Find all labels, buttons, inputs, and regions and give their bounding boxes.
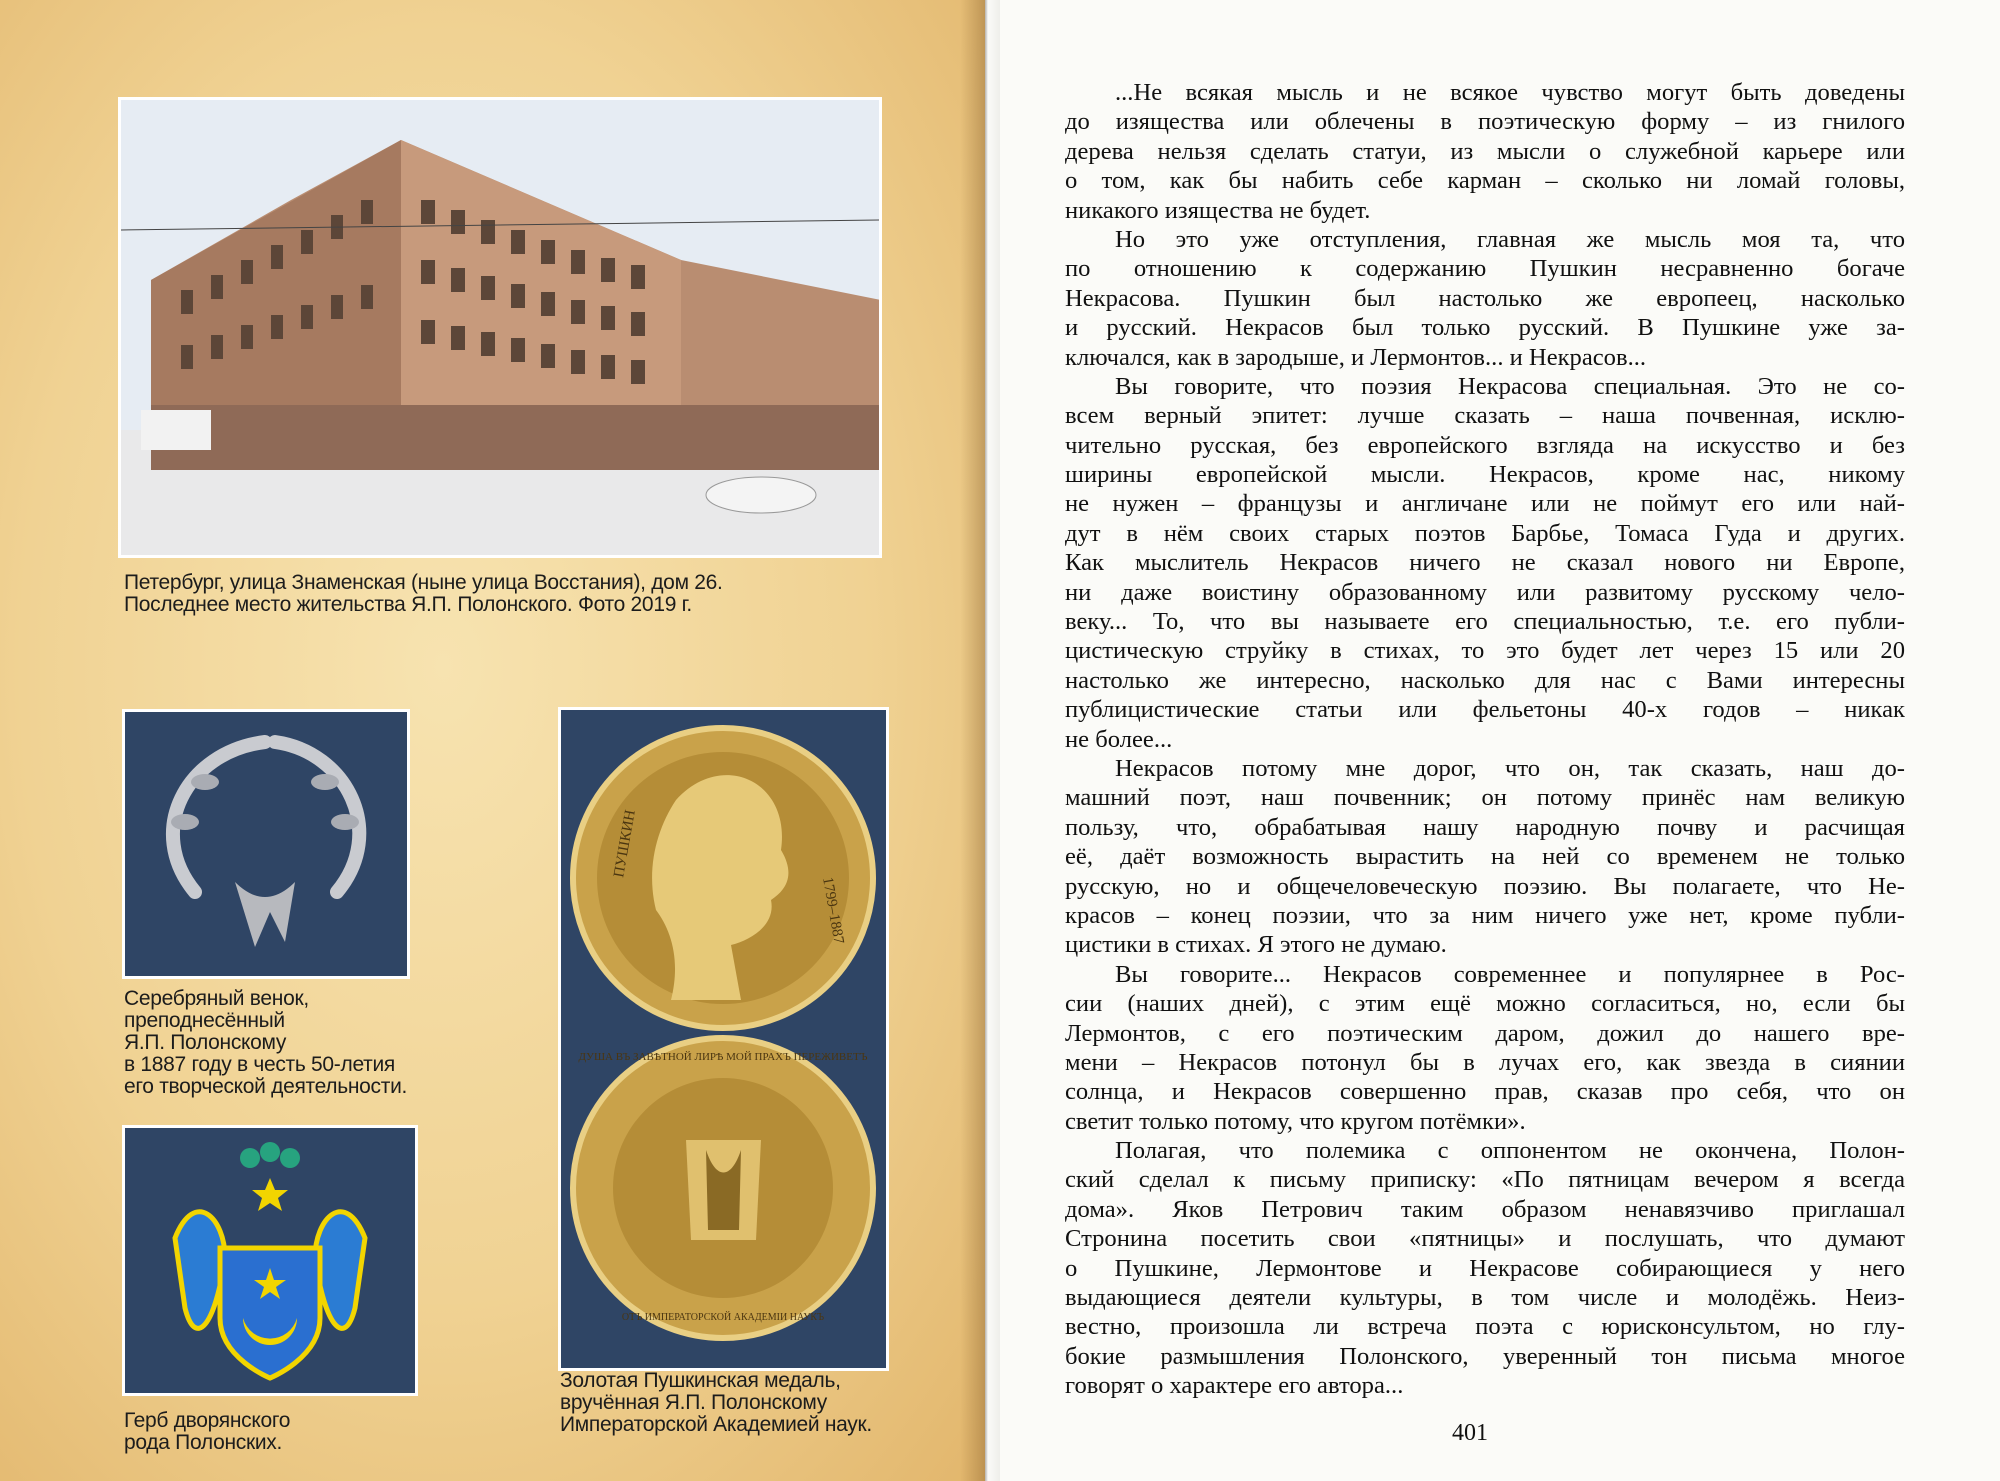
caption-line: Герб дворянского xyxy=(124,1409,291,1432)
text-line: красов – конец поэзии, что за ним ничего уже нет, кроме публи- xyxy=(1065,901,1905,929)
caption-line: Последнее место жительства Я.П. Полонского. Фото 2019 г. xyxy=(124,593,692,616)
book-gutter xyxy=(960,0,1000,1481)
text-line: Некрасова. Пушкин был настолько же европеец, насколько xyxy=(1065,284,1905,312)
text-line: Некрасов потому мне дорог, что он, так сказать, наш до- xyxy=(1115,754,1905,782)
text-line: машний поэт, наш почвенник; он потому принёс нам великую xyxy=(1065,784,1905,812)
text-line: цистики в стихах. Я этого не думаю. xyxy=(1065,931,1447,959)
text-line: светит только потому, что кругом потёмки». xyxy=(1065,1107,1526,1135)
text-line: о Пушкине, Лермонтове и Некрасове собирающиеся у него xyxy=(1065,1254,1905,1282)
medal-photo xyxy=(558,707,889,1371)
text-line: Лермонтов, с его поэтическим даром, дожил до нашего вре- xyxy=(1065,1019,1905,1047)
text-line: не нужен – французы и англичане или не поймут его или най- xyxy=(1065,490,1905,518)
caption-line: преподнесённый xyxy=(124,1009,285,1032)
text-line: никакого изящества не будет. xyxy=(1065,196,1371,224)
page-number: 401 xyxy=(1452,1420,1488,1446)
text-line: её, даёт возможность вырастить на ней со временем не только xyxy=(1065,843,1905,871)
text-line: дерева нельзя сделать статуи, из мысли о служебной карьере или xyxy=(1065,137,1905,165)
caption-line: Я.П. Полонскому xyxy=(124,1031,287,1054)
text-line: чительно русская, без европейского взгляда на искусство и без xyxy=(1065,431,1905,459)
text-line: Стронина посетить свои «пятницы» и послушать, что думают xyxy=(1065,1225,1905,1253)
text-line: ни даже воистину образованному или развитому русскому чело- xyxy=(1065,578,1905,606)
text-line: Вы говорите, что поэзия Некрасова специальная. Это не со- xyxy=(1115,372,1905,400)
caption-line: вручённая Я.П. Полонскому xyxy=(560,1391,827,1414)
text-line: Как мыслитель Некрасов ничего не сказал нового ни Европе, xyxy=(1065,549,1905,577)
medal-reverse-ring: ДУША ВЪ ЗАВѢТНОЙ ЛИРѢ МОЙ ПРАХЪ ПЕРЕЖИВЕТЪ xyxy=(578,1051,868,1063)
coat-of-arms-photo xyxy=(122,1125,418,1396)
text-line: Полагая, что полемика с оппонентом не окончена, Полон- xyxy=(1115,1137,1905,1165)
text-line: русскую, но и общечеловеческую поэзию. Вы полагаете, что Не- xyxy=(1065,872,1905,900)
medal-obverse-dates: 1799–1887 xyxy=(819,875,847,946)
text-line: о том, как бы набить себе карман – сколько ни ломай головы, xyxy=(1065,167,1905,195)
text-line: Но это уже отступления, главная же мысль моя та, что xyxy=(1115,225,1905,253)
text-line: и русский. Некрасов был только русский. В Пушкине уже за- xyxy=(1065,314,1905,342)
medal-obverse-name: ПУШКИН xyxy=(611,808,639,879)
text-line: пользу, что, обрабатывая нашу народную почву и расчищая xyxy=(1065,813,1905,841)
medal-caption xyxy=(560,1370,872,1436)
text-line: публицистические статьи или фельетоны 40-х годов – никак xyxy=(1065,696,1905,724)
medal-reverse-bottom: ОТЪ ИМПЕРАТОРСКОЙ АКАДЕМІИ НАУКЪ xyxy=(621,1312,825,1323)
text-line: ...Не всякая мысль и не всякое чувство могут быть доведены xyxy=(1115,79,1905,106)
text-line: солнца, и Некрасов совершенно прав, сказав про себя, что он xyxy=(1065,1078,1905,1106)
text-line: ключался, как в зародыше, и Лермонтов... и Некрасов... xyxy=(1065,343,1647,371)
caption-line: Золотая Пушкинская медаль, xyxy=(560,1369,841,1392)
text-line: мени – Некрасов потонул бы в лучах его, как звезда в сиянии xyxy=(1065,1048,1905,1076)
text-line: вестно, произошла ли встреча поэта с юрисконсультом, но глу- xyxy=(1065,1313,1905,1341)
wreath-photo xyxy=(122,709,410,979)
coat-of-arms-caption xyxy=(124,1410,290,1454)
text-line: настолько же интересно, насколько для нас с Вами интересны xyxy=(1065,666,1905,694)
wreath-caption xyxy=(124,988,407,1098)
caption-line: Императорской Академией наук. xyxy=(560,1413,872,1436)
text-line: выдающиеся деятели культуры, в том числе и молодёжь. Неиз- xyxy=(1065,1284,1905,1312)
body-text xyxy=(1065,78,1905,1401)
text-line: сии (наших дней), с этим ещё можно согласиться, но, если бы xyxy=(1065,990,1905,1018)
text-line: веку... То, что вы называете его специальностью, т.е. его публи- xyxy=(1065,608,1905,636)
text-line: до изящества или облечены в поэтическую форму – из гнилого xyxy=(1065,108,1905,136)
text-line: ширины европейской мысли. Некрасов, кроме нас, никому xyxy=(1065,461,1905,489)
building-caption xyxy=(124,572,723,616)
building-photo xyxy=(118,97,882,558)
caption-line: Серебряный венок, xyxy=(124,987,309,1010)
text-line: Вы говорите... Некрасов современнее и популярнее в Рос- xyxy=(1115,960,1905,988)
text-line: по отношению к содержанию Пушкин несравненно богаче xyxy=(1065,255,1905,283)
text-line: дома». Яков Петрович таким образом ненавязчиво приглашал xyxy=(1065,1195,1905,1223)
caption-line: в 1887 году в честь 50-летия xyxy=(124,1053,395,1076)
text-line: цистическую струйку в стихах, то это будет лет через 15 или 20 xyxy=(1065,637,1905,665)
caption-line: рода Полонских. xyxy=(124,1431,282,1454)
text-line: не более... xyxy=(1065,725,1173,753)
caption-line: Петербург, улица Знаменская (ныне улица Восстания), дом 26. xyxy=(124,571,723,594)
caption-line: его творческой деятельности. xyxy=(124,1075,408,1098)
text-line: говорят о характере его автора... xyxy=(1065,1372,1404,1400)
text-line: ский сделал к письму приписку: «По пятницам вечером я всегда xyxy=(1065,1166,1905,1194)
text-line: всем верный эпитет: лучше сказать – наша почвенная, исклю- xyxy=(1065,402,1905,430)
text-line: дут в нём своих старых поэтов Барбье, Томаса Гуда и других. xyxy=(1065,519,1905,547)
text-line: бокие размышления Полонского, уверенный тон письма многое xyxy=(1065,1342,1905,1370)
